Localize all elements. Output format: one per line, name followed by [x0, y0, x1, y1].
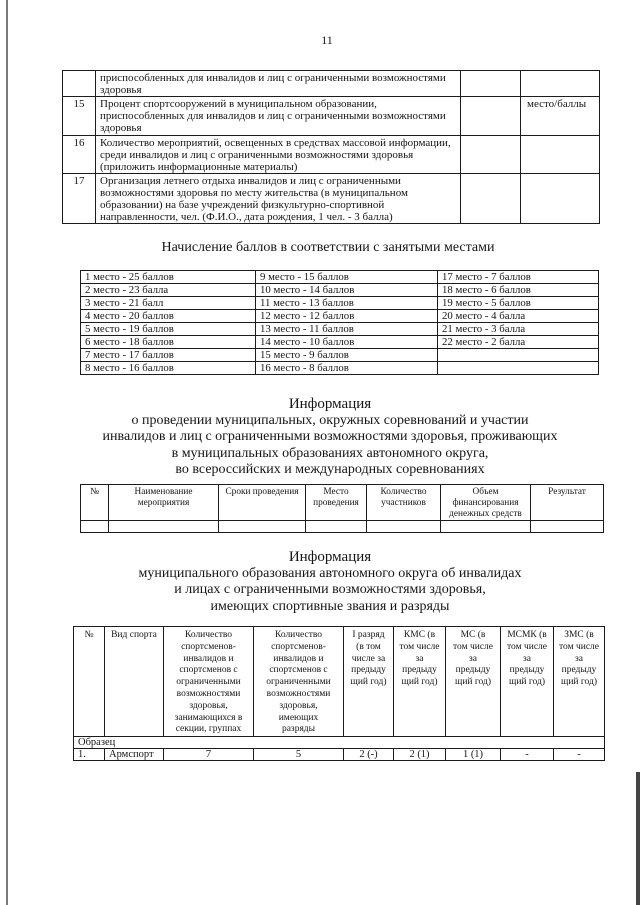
criteria-desc-line: приспособленных для инвалидов и лиц с ограниченными возможностями — [100, 72, 446, 84]
header-line: предыду — [509, 665, 545, 676]
header-line: инвалидов и — [273, 653, 324, 664]
header-line: МСМК (в — [507, 630, 547, 640]
header-line: щий год) — [350, 677, 387, 688]
header-line: за — [415, 653, 424, 664]
athletes-subtitle-line: имеющих спортивные звания и разряды — [210, 598, 450, 614]
scoring-cell: 6 место - 18 баллов — [81, 336, 256, 349]
row-kms: 2 (1) — [394, 749, 446, 761]
scoring-row — [81, 297, 599, 310]
athletes-subtitle-line: и лицах с ограниченными возможностями здоровья, — [174, 582, 486, 597]
criteria-desc-cell — [96, 71, 461, 97]
scoring-cell: 13 место - 11 баллов — [256, 323, 438, 336]
header-dates: Сроки проведения — [219, 485, 306, 521]
header-line: инвалидов и — [183, 653, 234, 664]
header-line: возможностями — [176, 688, 241, 699]
header-line: за — [523, 653, 531, 664]
header-line: имеющих — [278, 712, 319, 723]
header-line: спортсменов- — [271, 641, 326, 652]
header-line: предыду — [402, 665, 437, 676]
criteria-num-cell: 17 — [63, 174, 96, 224]
header-line: КМС (в — [403, 630, 436, 640]
row-with-ranks: 5 — [254, 749, 344, 761]
header-line: спортсменов с — [179, 665, 238, 676]
scoring-cell: 21 место - 3 балла — [438, 323, 599, 336]
criteria-desc-line: направленности, чел. (Ф.И.О., дата рождения, 1 чел. - 3 балла) — [100, 211, 393, 223]
criteria-num-cell: 16 — [63, 136, 96, 174]
header-line: том числе — [399, 641, 440, 652]
criteria-num-cell: 15 — [63, 97, 96, 136]
athletes-heading-block — [20, 549, 640, 615]
header-line: том числе — [452, 641, 494, 652]
row-ms: 1 (1) — [446, 749, 501, 761]
scoring-cell: 4 место - 20 баллов — [81, 310, 256, 323]
header-line: ограниченными — [176, 677, 241, 688]
criteria-table — [62, 70, 600, 224]
criteria-desc-line: здоровья — [100, 122, 142, 134]
athletes-title: Информация — [288, 549, 372, 565]
criteria-desc-line: Количество мероприятий, освещенных в средствах массовой информации, — [100, 137, 451, 149]
header-line: I разряд — [352, 630, 385, 640]
criteria-unit-cell — [521, 71, 600, 97]
row-msmk: - — [501, 749, 554, 761]
header-line: возможностями — [266, 688, 331, 699]
header-line: Объем — [472, 487, 499, 497]
scoring-table — [80, 270, 599, 375]
criteria-desc-line: среди инвалидов и лиц с ограниченными возможностями здоровья — [100, 149, 414, 161]
header-line: разряды — [281, 724, 316, 735]
page-number: 11 — [321, 33, 333, 47]
sample-label: Образец — [74, 737, 605, 749]
scoring-cell: 14 место - 10 баллов — [256, 336, 438, 349]
criteria-empty-cell — [461, 71, 521, 97]
scoring-row — [81, 284, 599, 297]
empty-cell — [531, 521, 604, 533]
header-participants — [367, 485, 441, 521]
scoring-title: Начисление баллов в соответствии с занятыми местами — [161, 240, 495, 255]
criteria-row — [63, 71, 600, 97]
athletes-header-row — [74, 627, 605, 737]
header-in-sections — [164, 627, 254, 737]
header-line: предыду — [351, 665, 386, 676]
criteria-row — [63, 97, 600, 136]
header-sport: Вид спорта — [105, 627, 164, 737]
scoring-cell: 17 место - 7 баллов — [438, 271, 599, 284]
header-line: Наименование — [134, 487, 193, 497]
criteria-row — [63, 174, 600, 224]
criteria-desc-line: Процент спортсооружений в муниципальном образовании, — [100, 98, 377, 110]
scan-edge-right — [636, 772, 640, 905]
header-result: Результат — [531, 485, 604, 521]
criteria-desc-cell — [96, 136, 461, 174]
row-zms: - — [554, 749, 605, 761]
empty-cell — [219, 521, 306, 533]
header-line: финансирования — [452, 498, 519, 508]
header-num: № — [81, 485, 109, 521]
competitions-heading-block — [20, 396, 640, 479]
header-line: занимающихся в — [174, 712, 243, 723]
criteria-empty-cell — [461, 136, 521, 174]
competitions-subtitle-line: инвалидов и лиц с ограниченными возможностями здоровья, проживающих — [102, 429, 558, 444]
scoring-cell: 19 место - 5 баллов — [438, 297, 599, 310]
scoring-cell: 5 место - 19 баллов — [81, 323, 256, 336]
scan-edge-left — [6, 0, 8, 905]
header-line: ЗМС (в — [564, 630, 594, 640]
sample-row — [74, 737, 605, 749]
row-in-sections: 7 — [164, 749, 254, 761]
competitions-empty-row — [81, 521, 604, 533]
header-line: предыду — [455, 665, 491, 676]
scoring-cell: 2 место - 23 балла — [81, 284, 256, 297]
scoring-row — [81, 271, 599, 284]
criteria-desc-line: Организация летнего отдыха инвалидов и лиц с ограниченными — [100, 175, 401, 187]
competitions-header-row — [81, 485, 604, 521]
empty-cell — [109, 521, 219, 533]
header-zms — [554, 627, 605, 737]
header-line: том числе — [506, 641, 548, 652]
scoring-row — [81, 349, 599, 362]
header-ms — [446, 627, 501, 737]
scoring-cell: 12 место - 12 баллов — [256, 310, 438, 323]
criteria-row — [63, 136, 600, 174]
header-line: мероприятия — [137, 498, 190, 508]
header-line: ограниченными — [266, 677, 331, 688]
athletes-table — [73, 626, 605, 761]
competitions-subtitle-line: о проведении муниципальных, окружных соревнований и участии — [131, 412, 529, 428]
scoring-cell: 16 место - 8 баллов — [256, 362, 438, 375]
empty-cell — [367, 521, 441, 533]
header-msmk — [501, 627, 554, 737]
empty-cell — [306, 521, 367, 533]
header-line: щий год) — [401, 677, 438, 688]
criteria-unit-cell — [521, 174, 600, 224]
competitions-title: Информация — [288, 396, 372, 412]
scoring-row — [81, 362, 599, 375]
scoring-cell: 9 место - 15 баллов — [256, 271, 438, 284]
criteria-desc-line: приспособленных для инвалидов и лиц с ограниченными возможностями — [100, 110, 446, 122]
scoring-cell: 15 место - 9 баллов — [256, 349, 438, 362]
empty-cell — [81, 521, 109, 533]
criteria-empty-cell — [461, 174, 521, 224]
criteria-desc-line: образовании) на базе учреждений физкультурно-спортивной — [100, 199, 385, 211]
row-sport: Армспорт — [105, 749, 164, 761]
competitions-table — [80, 484, 604, 533]
header-line: спортсменов- — [181, 641, 236, 652]
scoring-cell — [438, 349, 599, 362]
criteria-unit-cell: место/баллы — [521, 97, 600, 136]
scoring-row — [81, 323, 599, 336]
header-event-name — [109, 485, 219, 521]
header-funding — [441, 485, 531, 521]
header-line: предыду — [561, 665, 597, 676]
scoring-row — [81, 310, 599, 323]
header-kms — [394, 627, 446, 737]
scoring-cell: 3 место - 21 балл — [81, 297, 256, 310]
header-line: щий год) — [509, 677, 545, 688]
header-line: МС (в — [460, 630, 486, 640]
header-line: Количество — [274, 630, 323, 640]
header-line: (в том — [356, 641, 381, 652]
scoring-cell: 11 место - 13 баллов — [256, 297, 438, 310]
criteria-empty-cell — [461, 97, 521, 136]
header-line: щий год) — [561, 677, 597, 688]
row-rank-1: 2 (-) — [344, 749, 394, 761]
competitions-subtitle-line: в муниципальных образованиях автономного округа, — [171, 445, 489, 461]
empty-cell — [441, 521, 531, 533]
header-line: денежных средств — [449, 509, 522, 519]
header-line: том числе — [558, 641, 600, 652]
header-with-ranks — [254, 627, 344, 737]
athletes-subtitle-line: муниципального образования автономного округа об инвалидах — [138, 565, 522, 581]
header-line: Количество — [184, 630, 233, 640]
competitions-subtitle-line: во всероссийских и международных соревнованиях — [175, 462, 485, 477]
scoring-cell: 10 место - 14 баллов — [256, 284, 438, 297]
header-line: здоровья, — [279, 700, 318, 711]
scoring-cell: 22 место - 2 балла — [438, 336, 599, 349]
header-line: спортсменов с — [269, 665, 328, 676]
header-rank-1 — [344, 627, 394, 737]
criteria-desc-line: здоровья — [100, 84, 142, 96]
scoring-cell: 8 место - 16 баллов — [81, 362, 256, 375]
header-place — [306, 485, 367, 521]
table-row — [74, 749, 605, 761]
criteria-unit-cell — [521, 136, 600, 174]
header-line: участников — [381, 498, 426, 508]
header-line: щий год) — [455, 677, 491, 688]
criteria-desc-line: (приложить информационные материалы) — [100, 161, 298, 173]
header-line: за — [575, 653, 583, 664]
scoring-cell: 20 место - 4 балла — [438, 310, 599, 323]
scoring-cell: 7 место - 17 баллов — [81, 349, 256, 362]
header-line: числе за — [351, 653, 386, 664]
header-line: здоровья, — [189, 700, 228, 711]
scoring-cell: 18 место - 6 баллов — [438, 284, 599, 297]
header-line: секции, группах — [175, 724, 242, 735]
row-num: 1. — [74, 749, 105, 761]
criteria-num-cell — [63, 71, 96, 97]
scoring-cell — [438, 362, 599, 375]
header-num: № — [74, 627, 105, 737]
criteria-desc-cell — [96, 174, 461, 224]
header-line: Количество — [380, 487, 427, 497]
criteria-desc-line: возможностями здоровья по месту жительства (в муниципальном — [100, 187, 408, 199]
header-line: Место — [323, 487, 349, 497]
header-line: за — [469, 653, 477, 664]
scoring-cell: 1 место - 25 баллов — [81, 271, 256, 284]
scoring-row — [81, 336, 599, 349]
header-line: проведения — [313, 498, 359, 508]
criteria-desc-cell — [96, 97, 461, 136]
